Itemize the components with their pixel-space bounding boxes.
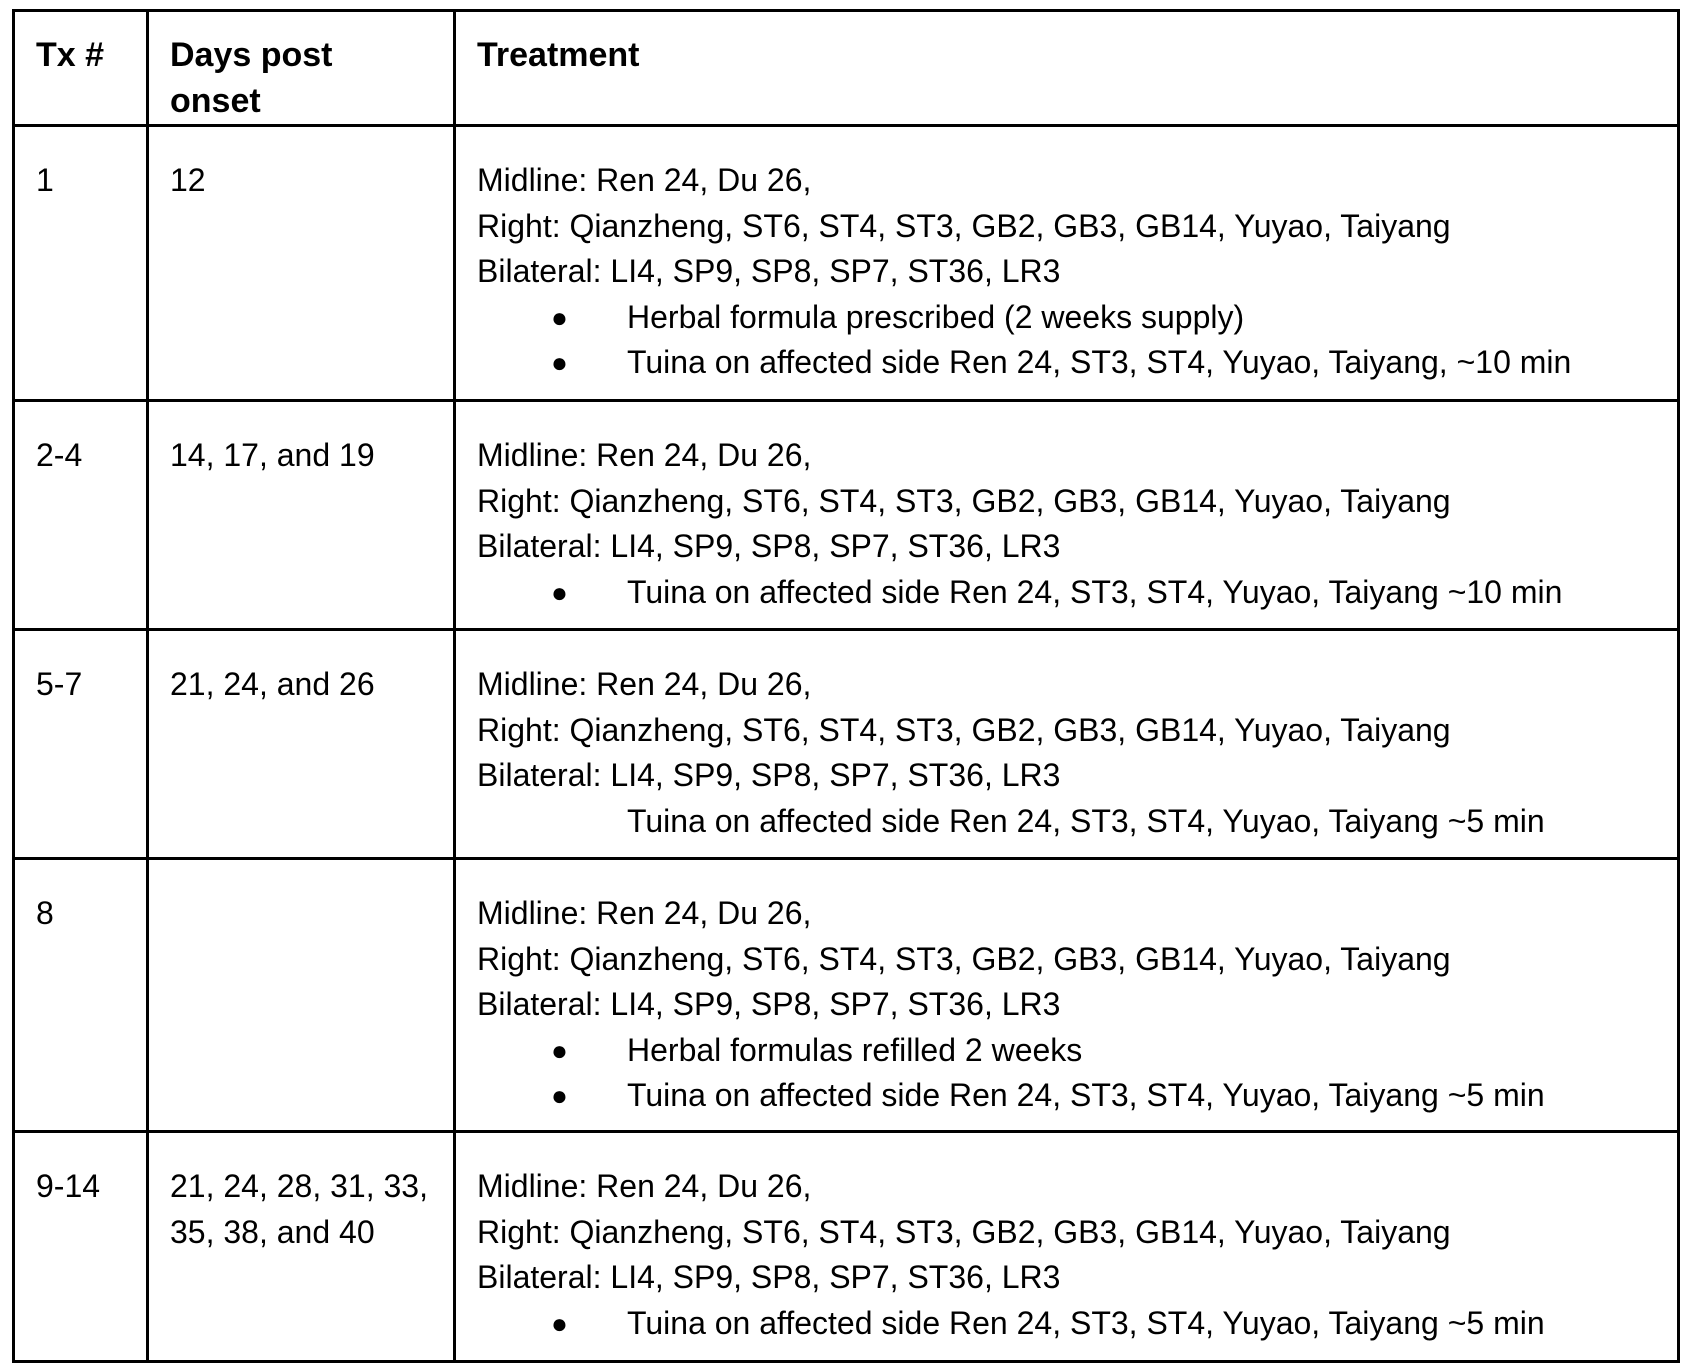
treatment-cell	[455, 859, 1679, 1132]
bullet-dot-icon: ●	[551, 301, 568, 333]
right-line: Right: Qianzheng, ST6, ST4, ST3, GB2, GB3, GB14, Yuyao, Taiyang	[477, 940, 1451, 977]
table-row	[14, 126, 1679, 401]
bullet-text: Herbal formulas refilled 2 weeks	[627, 1031, 1083, 1068]
header-treatment: Treatment	[455, 11, 1679, 126]
bullet-dot-icon: ●	[551, 347, 568, 378]
right-line: Right: Qianzheng, ST6, ST4, ST3, GB2, GB3, GB14, Yuyao, Taiyang	[477, 1213, 1451, 1250]
bullet-item	[477, 1073, 1656, 1119]
days-cell: 12	[148, 126, 455, 401]
bullet-dot-icon: ●	[551, 576, 568, 608]
bullet-item	[477, 340, 1656, 386]
midline-line: Midline: Ren 24, Du 26,	[477, 1168, 812, 1204]
bullet-text: Tuina on affected side Ren 24, ST3, ST4, Yuyao, Taiyang ~10 min	[627, 573, 1563, 610]
table-row	[14, 630, 1679, 859]
right-line: Right: Qianzheng, ST6, ST4, ST3, GB2, GB3, GB14, Yuyao, Taiyang	[477, 207, 1451, 244]
right-line: Right: Qianzheng, ST6, ST4, ST3, GB2, GB3, GB14, Yuyao, Taiyang	[477, 482, 1451, 519]
bullet-text: Tuina on affected side Ren 24, ST3, ST4, Yuyao, Taiyang ~5 min	[627, 1304, 1545, 1341]
treatment-cell	[455, 630, 1679, 859]
bilateral-line: Bilateral: LI4, SP9, SP8, SP7, ST36, LR3	[477, 986, 1061, 1022]
header-row	[14, 11, 1679, 126]
bullet-dot-icon: ●	[551, 1307, 568, 1339]
bilateral-line: Bilateral: LI4, SP9, SP8, SP7, ST36, LR3	[477, 253, 1061, 289]
table-row	[14, 401, 1679, 630]
treatment-cell	[455, 126, 1679, 401]
bullet-item	[477, 295, 1656, 341]
bilateral-line: Bilateral: LI4, SP9, SP8, SP7, ST36, LR3	[477, 528, 1061, 564]
days-cell: 21, 24, and 26	[148, 630, 455, 859]
midline-line: Midline: Ren 24, Du 26,	[477, 666, 812, 702]
bullet-item	[477, 570, 1656, 616]
midline-line: Midline: Ren 24, Du 26,	[477, 162, 812, 198]
tx-cell: 9-14	[14, 1132, 148, 1362]
days-cell	[148, 859, 455, 1132]
table-row	[14, 859, 1679, 1132]
indented-note: Tuina on affected side Ren 24, ST3, ST4, Yuyao, Taiyang ~5 min	[627, 802, 1545, 839]
bullet-text: Herbal formula prescribed (2 weeks supply)	[627, 298, 1245, 335]
midline-line: Midline: Ren 24, Du 26,	[477, 895, 812, 931]
days-cell: 14, 17, and 19	[148, 401, 455, 630]
bilateral-line: Bilateral: LI4, SP9, SP8, SP7, ST36, LR3	[477, 1259, 1061, 1295]
treatment-cell	[455, 401, 1679, 630]
bilateral-line: Bilateral: LI4, SP9, SP8, SP7, ST36, LR3	[477, 757, 1061, 793]
tx-cell: 5-7	[14, 630, 148, 859]
header-tx: Tx #	[14, 11, 148, 126]
bullet-text: Tuina on affected side Ren 24, ST3, ST4, Yuyao, Taiyang ~5 min	[627, 1077, 1545, 1113]
treatment-cell	[455, 1132, 1679, 1362]
tx-cell: 1	[14, 126, 148, 401]
tx-cell: 2-4	[14, 401, 148, 630]
bullet-item	[477, 1028, 1656, 1074]
bullet-text: Tuina on affected side Ren 24, ST3, ST4, Yuyao, Taiyang, ~10 min	[627, 344, 1572, 380]
treatment-table	[12, 9, 1680, 1363]
days-cell: 21, 24, 28, 31, 33, 35, 38, and 40	[148, 1132, 455, 1362]
right-line: Right: Qianzheng, ST6, ST4, ST3, GB2, GB3, GB14, Yuyao, Taiyang	[477, 711, 1451, 748]
bullet-item	[477, 1301, 1656, 1347]
midline-line: Midline: Ren 24, Du 26,	[477, 437, 812, 473]
bullet-dot-icon: ●	[551, 1080, 568, 1111]
header-days: Days post onset	[148, 11, 455, 126]
bullet-dot-icon: ●	[551, 1034, 568, 1066]
tx-cell: 8	[14, 859, 148, 1132]
table-row	[14, 1132, 1679, 1362]
